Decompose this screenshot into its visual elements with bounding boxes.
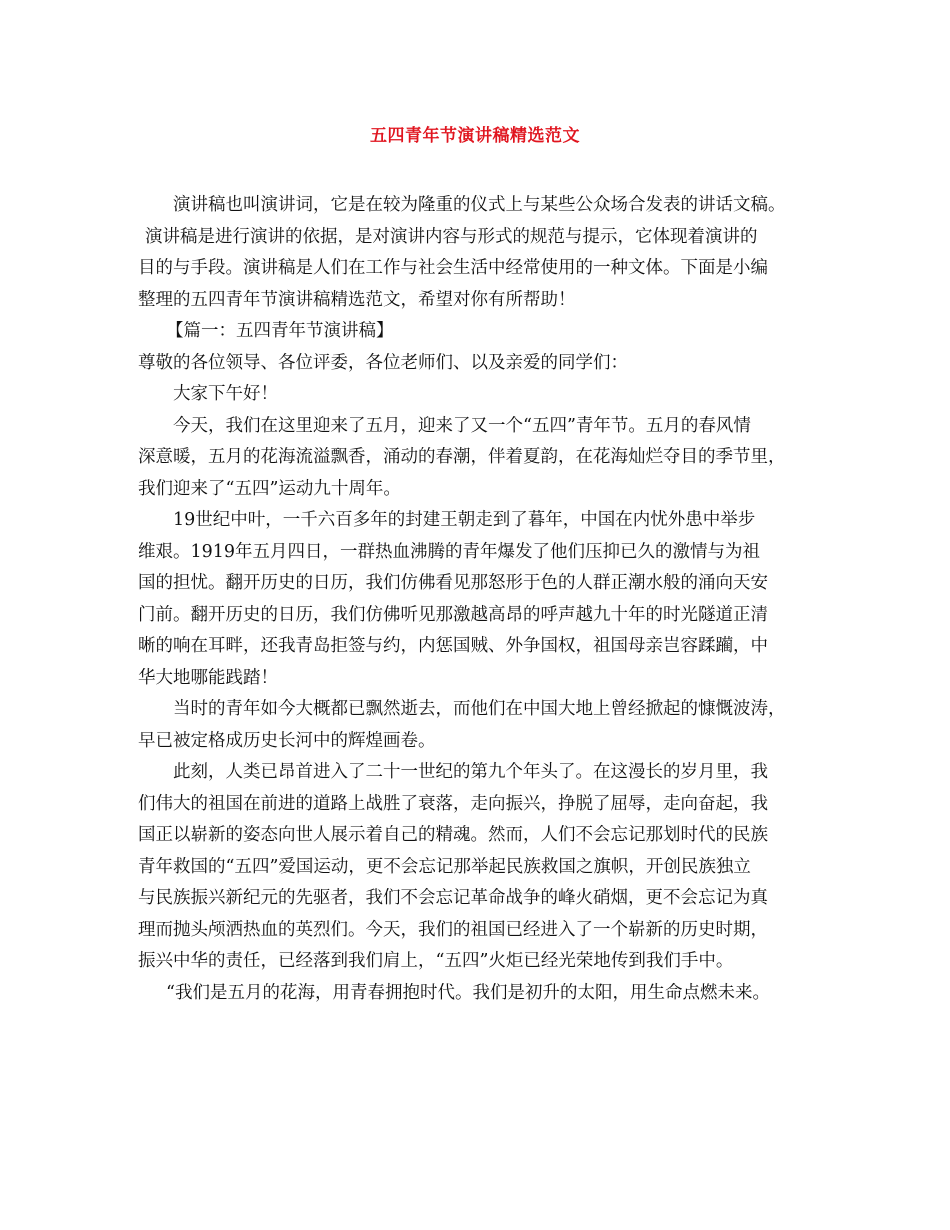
paragraph-line: 振兴中华的责任，已经落到我们肩上，“五四”火炬已经光荣地传到我们手中。 (138, 951, 734, 971)
paragraph-line: 早已被定格成历史长河中的辉煌画卷。 (138, 730, 436, 751)
paragraph-line: 当时的青年如今大概都已飘然逝去，而他们在中国大地上曾经掀起的慷慨波涛， (173, 699, 786, 719)
paragraph-line: 晰的响在耳畔，还我青岛拒签与约，内惩国贼、外争国权，祖国母亲岂容蹂躏，中 (138, 636, 768, 656)
paragraph-line: 深意暖，五月的花海流溢飘香，涌动的春潮，伴着夏韵，在花海灿烂夺目的季节里， (138, 447, 786, 467)
paragraph-line: 维艰。1919年五月四日，一群热血沸腾的青年爆发了他们压抑已久的激情与为祖 (138, 541, 761, 562)
paragraph-line: “我们是五月的花海，用青春拥抱时代。我们是初升的太阳，用生命点燃未来。 (166, 982, 770, 1003)
paragraph-line: 青年救国的“五四”爱国运动，更不会忘记那举起民族救国之旗帜，开创民族独立 (138, 856, 751, 877)
paragraph-line: 国的担忧。翻开历史的日历，我们仿佛看见那怒形于色的人群正潮水般的涌向天安 (138, 573, 768, 593)
paragraph-line: 华大地哪能践踏！ (138, 667, 278, 688)
paragraph-line: 与民族振兴新纪元的先驱者，我们不会忘记革命战争的峰火硝烟，更不会忘记为真 (138, 888, 768, 908)
greeting-line: 大家下午好！ (173, 384, 278, 404)
paragraph-line: 门前。翻开历史的日历，我们仿佛听见那激越高昂的呼声越九十年的时光隧道正清 (138, 604, 768, 625)
paragraph-line: 们伟大的祖国在前进的道路上战胜了衰落，走向振兴，挣脱了屈辱，走向奋起，我 (138, 793, 768, 814)
paragraph-line: 今天，我们在这里迎来了五月，迎来了又一个“五四”青年节。五月的春风情 (173, 415, 751, 436)
paragraph-line: 目的与手段。演讲稿是人们在工作与社会生活中经常使用的一种文体。下面是小编 (138, 258, 768, 278)
paragraph-line: 理而抛头颅洒热血的英烈们。今天，我们的祖国已经进入了一个崭新的历史时期， (138, 919, 768, 940)
paragraph-line: 国正以崭新的姿态向世人展示着自己的精魂。然而，人们不会忘记那划时代的民族 (138, 825, 768, 845)
paragraph-line: 演讲稿也叫演讲词，它是在较为隆重的仪式上与某些公众场合发表的讲话文稿。 (173, 195, 786, 215)
paragraph-line: 整理的五四青年节演讲稿精选范文，希望对你有所帮助！ (138, 289, 576, 310)
paragraph-line: 此刻，人类已昂首进入了二十一世纪的第九个年头了。在这漫长的岁月里，我 (173, 762, 768, 782)
paragraph-line: 19世纪中叶，一千六百多年的封建王朝走到了暮年，中国在内忧外患中举步 (173, 510, 756, 530)
salutation-line: 尊敬的各位领导、各位评委，各位老师们、以及亲爱的同学们： (138, 352, 628, 373)
paragraph-line: 演讲稿是进行演讲的依据，是对演讲内容与形式的规范与提示，它体现着演讲的 (145, 226, 758, 247)
document-body (138, 190, 828, 1009)
document-title: 五四青年节演讲稿精选范文 (370, 126, 580, 146)
paragraph-line: 我们迎来了“五四”运动九十周年。 (138, 478, 401, 499)
section-heading: 【篇一：五四青年节演讲稿】 (166, 321, 394, 341)
